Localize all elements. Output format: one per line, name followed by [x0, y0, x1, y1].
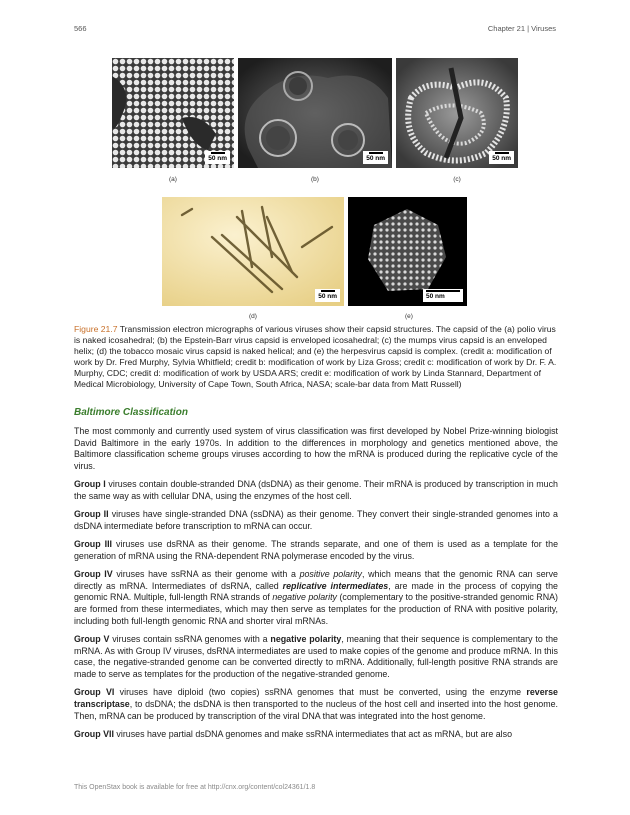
panel-label-d: (d)	[249, 313, 257, 320]
group-1-paragraph: Group I viruses contain double-stranded DNA (dsDNA) as their genome. Their mRNA is produced by transcription in much the same way as with cellular DNA, using the enzymes of the host cell.	[74, 479, 558, 502]
micrograph-c	[396, 58, 518, 168]
panel-label-b: (b)	[311, 176, 319, 183]
group-7-paragraph: Group VII viruses have partial dsDNA genomes and make ssRNA intermediates that act as mRNA, but are also	[74, 728, 513, 739]
intro-paragraph: The most commonly and currently used system of virus classification was first developed by Nobel Prize-winning biologist David Baltimore in the early 1970s. In addition to the differences in morphology and genetics mentioned above, the Baltimore classification scheme groups viruses according to how the mRNA is produced during the replicative cycle of the virus.	[74, 426, 558, 472]
footer-note: This OpenStax book is available for free at http://cnx.org/content/col24361/1.8	[74, 784, 316, 791]
micrograph-b	[238, 58, 392, 168]
panel-label-a: (a)	[169, 176, 177, 183]
group-4-paragraph: Group IV viruses have ssRNA as their genome with a positive polarity, which means that the genomic RNA can serve directly as mRNA. Intermediates of dsRNA, called replicative intermediates, are made in the process of copying the genomic RNA. Multiple, full-length RNA strands of negative polarity (complementary to the positive-stranded genomic RNA) are formed from these intermediates, which may then serve as templates for the production of RNA with positive polarity, including both full-length genomic RNA and shorter viral mRNAs.	[74, 569, 559, 626]
body-text	[74, 426, 558, 747]
figure-number: Figure 21.7	[74, 324, 118, 334]
page-number: 566	[74, 24, 87, 33]
scale-bar-a: 50 nm	[205, 151, 230, 164]
scale-bar-e: 50 nm	[423, 289, 463, 302]
group-2-paragraph: Group II viruses have single-stranded DNA (ssDNA) as their genome. They convert their single-stranded genomes into a dsDNA intermediate before transcription to mRNA can occur.	[74, 509, 558, 531]
group-3-paragraph: Group III viruses use dsRNA as their genome. The strands separate, and one of them is used as a template for the generation of mRNA using the RNA-dependent RNA polymerase encoded by the virus.	[74, 539, 559, 561]
scale-bar-d: 50 nm	[315, 289, 340, 302]
micrograph-e	[348, 197, 467, 306]
caption-text: Transmission electron micrographs of various viruses show their capsid structures. The capsid of the (a) polio virus is naked icosahedral; (b) the Epstein-Barr virus capsid is enveloped icosahedral; (c) the mumps virus capsid is an enveloped helix; (d) the tobacco mosaic virus capsid is naked helical; and (e) the herpesvirus capsid is complex. (credit a: modification of work by Dr. Fred Murphy, Sylvia Whitfield; credit b: modification of work by Liza Gross; credit c: modification of work by Dr. F. A. Murphy, CDC; credit d: modification of work by USDA ARS; credit e: modification of work by Linda Stannard, Department of Medical Microbiology, University of Cape Town, South Africa, NASA; scale-bar data from Matt Russell)	[74, 324, 557, 390]
micrograph-d	[162, 197, 344, 306]
section-heading: Baltimore Classification	[74, 407, 188, 418]
panel-label-e: (e)	[405, 313, 413, 320]
scale-bar-c: 50 nm	[489, 151, 514, 164]
scale-bar-b: 50 nm	[363, 151, 388, 164]
chapter-title: Chapter 21 | Viruses	[487, 24, 556, 33]
micrograph-a	[112, 58, 234, 168]
panel-label-c: (c)	[453, 176, 461, 183]
group-5-paragraph: Group V viruses contain ssRNA genomes with a negative polarity, meaning that their sequence is complementary to the mRNA. As with Group IV viruses, dsRNA intermediates are used to make copies of the genome and produce mRNA. In this case, the negative-stranded genome can be converted directly to mRNA. Additionally, full-length positive RNA strands are made to serve as templates for the production of the negative-stranded genome.	[74, 634, 558, 680]
figure-caption	[74, 324, 558, 391]
group-6-paragraph: Group VI viruses have diploid (two copies) ssRNA genomes that must be converted, using the enzyme reverse transcriptase, to dsDNA; the dsDNA is then transported to the nucleus of the host cell and inserted into the host genome. Then, mRNA can be produced by transcription of the viral DNA that was integrated into the host genome.	[74, 687, 558, 721]
